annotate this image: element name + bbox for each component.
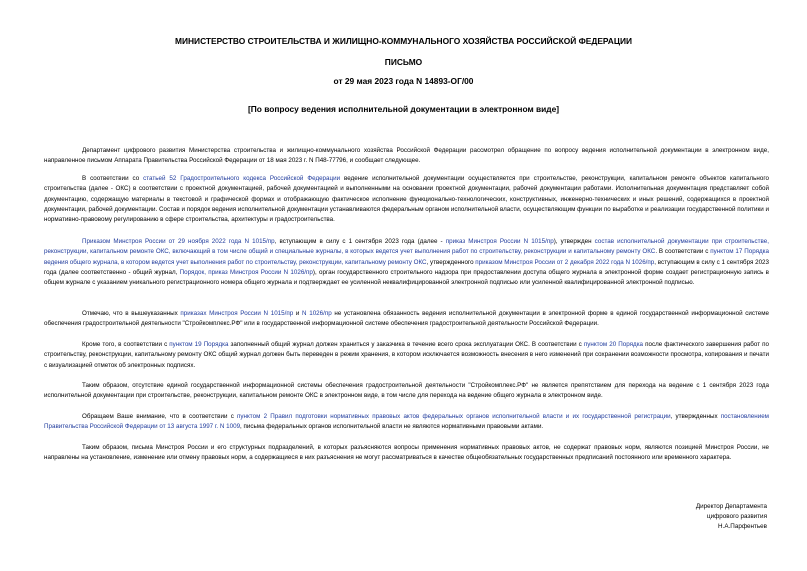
paragraph-text: Таким образом, отсутствие единой государственной информационной системы обеспечения градостроительной деятельности "Стройкомплекс.РФ" не является препятствием для перехода на ведение с 1 сентября 2023 года исполнительной документации при строительстве, реконструкции, капитальном ремонте ОКС в электронном виде, в том числе для перехода на ведение общего журнала в электронном виде. bbox=[44, 382, 769, 400]
signature-department: цифрового развития bbox=[707, 513, 767, 520]
paragraph-intro bbox=[44, 146, 769, 167]
paragraph-attention bbox=[44, 412, 769, 433]
link-order-1015-short[interactable]: приказ Минстроя России N 1015/пр bbox=[445, 238, 554, 245]
paragraph-text: Отмечаю, что в вышеуказанных bbox=[82, 310, 181, 317]
paragraph-note bbox=[44, 309, 769, 330]
paragraph-text: Таким образом, письма Минстроя России и его структурных подразделений, в которых разъясняются вопросы применения нормативных правовых актов, не содержат правовых норм, являются позицией Минстроя России, не направлены на установление, изменение или отмену правовых норм, а содержащиеся в них разъяснения не могут рассматриваться в качестве общеобязательных государственных предписаний постоянного или временного характера. bbox=[44, 444, 769, 462]
paragraph-text: В соответствии со bbox=[82, 175, 144, 182]
paragraph-orders bbox=[44, 237, 769, 288]
document-type: ПИСЬМО bbox=[384, 57, 423, 67]
paragraph-text: ведение исполнительной документации осуществляется при строительстве, реконструкции, капитальном ремонте объектов капитального строительства (далее - ОКС) в соответствии с проектной документацией, рабочей документацией и выполненными на основании проектной документации, рабочей документации работами. Исполнительная документация представляет собой документацию, содержащую материалы в текстовой и графической формах и отображающую фактическое исполнение функционально-технологических, конструктивных, инженерно-технических и иных решений, содержащихся в проектной документации, рабочей документации. Состав и порядок ведения исполнительной документации устанавливаются федеральным органом исполнительной власти, осуществляющим функции по выработке и реализации государственной политики и нормативно-правовому регулированию в сфере строительства, архитектуры и градостроительства. bbox=[44, 175, 769, 224]
link-rules-point-2[interactable]: пунктом 2 Правил подготовки нормативных правовых актов федеральных органов исполнительной власти и их государственной регистрации bbox=[237, 413, 671, 420]
link-procedure-order-1026[interactable]: Порядок, приказ Минстроя России N 1026/пр bbox=[179, 268, 313, 276]
signature-name: Н.А.Парфентьев bbox=[718, 523, 767, 530]
link-point-20[interactable]: пунктом 20 Порядка bbox=[583, 341, 644, 348]
paragraph-text: ), утвержден bbox=[553, 238, 595, 245]
paragraph-text: ), орган государственного строительного надзора при предоставлении доступа общего журнала в электронной форме создает регистрационную запись в общем журнале с указанием уникального регистрационного номера общего журнала и подтверждает ее усиленной неквалифицированной электронной подписью или усиленной квалифицированной электронной подписью. bbox=[44, 268, 769, 287]
paragraph-text: , утвержденных bbox=[670, 413, 721, 420]
link-orders-1015[interactable]: приказах Минстроя России N 1015/пр bbox=[180, 310, 294, 317]
link-order-1015[interactable]: Приказом Минстроя России от 29 ноября 2022 года N 1015/пр bbox=[82, 238, 275, 245]
document-subject: [По вопросу ведения исполнительной документации в электронном виде] bbox=[247, 104, 560, 114]
signature-block bbox=[696, 502, 767, 532]
paragraph-text: , письма федеральных органов исполнительной власти не являются нормативными правовыми актами. bbox=[240, 423, 544, 431]
link-article-52[interactable]: статьей 52 Градостроительного кодекса Российской Федерации bbox=[143, 175, 341, 182]
paragraph-storage bbox=[44, 340, 769, 371]
paragraph-text: не установлена обязанность ведения исполнительной документации в электронной форме в единой государственной информационной системе обеспечения градостроительной деятельности "Стройкомплекс.РФ" или в государственной информационной системе обеспечения градостроительной деятельности Российской Федерации. bbox=[44, 310, 769, 328]
paragraph-conclusion bbox=[44, 381, 769, 402]
paragraph-text: , вступающим в силу с 1 сентября 2023 года (далее - bbox=[274, 238, 446, 245]
paragraph-text: Департамент цифрового развития Министерства строительства и жилищно-коммунального хозяйства Российской Федерации рассмотрел обращение по вопросу ведения исполнительной документации в электронном виде, направленное письмом Аппарата Правительства Российской Федерации от 18 мая 2023 г. N П48-77796, и сообщает следующее. bbox=[44, 147, 769, 165]
paragraph-text: заполненный общий журнал должен храниться у заказчика в течение всего срока эксплуатации ОКС. В соответствии с bbox=[228, 341, 584, 348]
paragraph-text: , утвержденного bbox=[426, 258, 476, 266]
paragraph-text: после фактического завершения работ по строительству, реконструкции, капитальному ремонту ОКС общий журнал должен быть переведен в режим хранения, в котором исключается возможность внесения в него изменений при сохранении возможности просмотра, копирования и печати с визуализацией отметок об электронных подписях. bbox=[44, 341, 769, 369]
document-date-number: от 29 мая 2023 года N 14893-ОГ/00 bbox=[333, 76, 474, 86]
link-documentation-composition[interactable]: состав исполнительной документации при строительстве, реконструкции, капитальном ремонте ОКС, включающий в том числе общий и специальные журналы, в которых ведется учет выполнения работ по строительству, реконструкции и капитальному ремонту ОКС bbox=[44, 238, 769, 256]
paragraph-legal-basis bbox=[44, 174, 769, 225]
organization-title: МИНИСТЕРСТВО СТРОИТЕЛЬСТВА И ЖИЛИЩНО-КОММУНАЛЬНОГО ХОЗЯЙСТВА РОССИЙСКОЙ ФЕДЕРАЦИИ bbox=[175, 36, 632, 46]
link-point-17[interactable]: пунктом 17 Порядка ведения общего журнала, в котором ведется учет выполнения работ по строительству, реконструкции, капитальному ремонту ОКС bbox=[44, 248, 769, 266]
link-point-19[interactable]: пунктом 19 Порядка bbox=[169, 341, 229, 348]
link-order-1026[interactable]: приказом Минстроя России от 2 декабря 2022 года N 1026/пр bbox=[475, 258, 655, 266]
paragraph-text: Обращаем Ваше внимание, что в соответствии с bbox=[82, 413, 238, 420]
paragraph-text: , вступающим в силу с 1 сентября 2023 года (далее соответственно - общий журнал, bbox=[44, 258, 770, 276]
paragraph-text: Кроме того, в соответствии с bbox=[82, 341, 170, 348]
paragraph-text: и bbox=[293, 310, 303, 317]
paragraph-final bbox=[44, 443, 769, 464]
link-order-1026-short[interactable]: N 1026/пр bbox=[302, 310, 332, 317]
signature-position: Директор Департамента bbox=[695, 503, 767, 510]
paragraph-text: . В соответствии с bbox=[655, 248, 711, 256]
link-resolution-1009[interactable]: постановлением Правительства Российской Федерации от 13 августа 1997 г. N 1009 bbox=[44, 413, 769, 431]
